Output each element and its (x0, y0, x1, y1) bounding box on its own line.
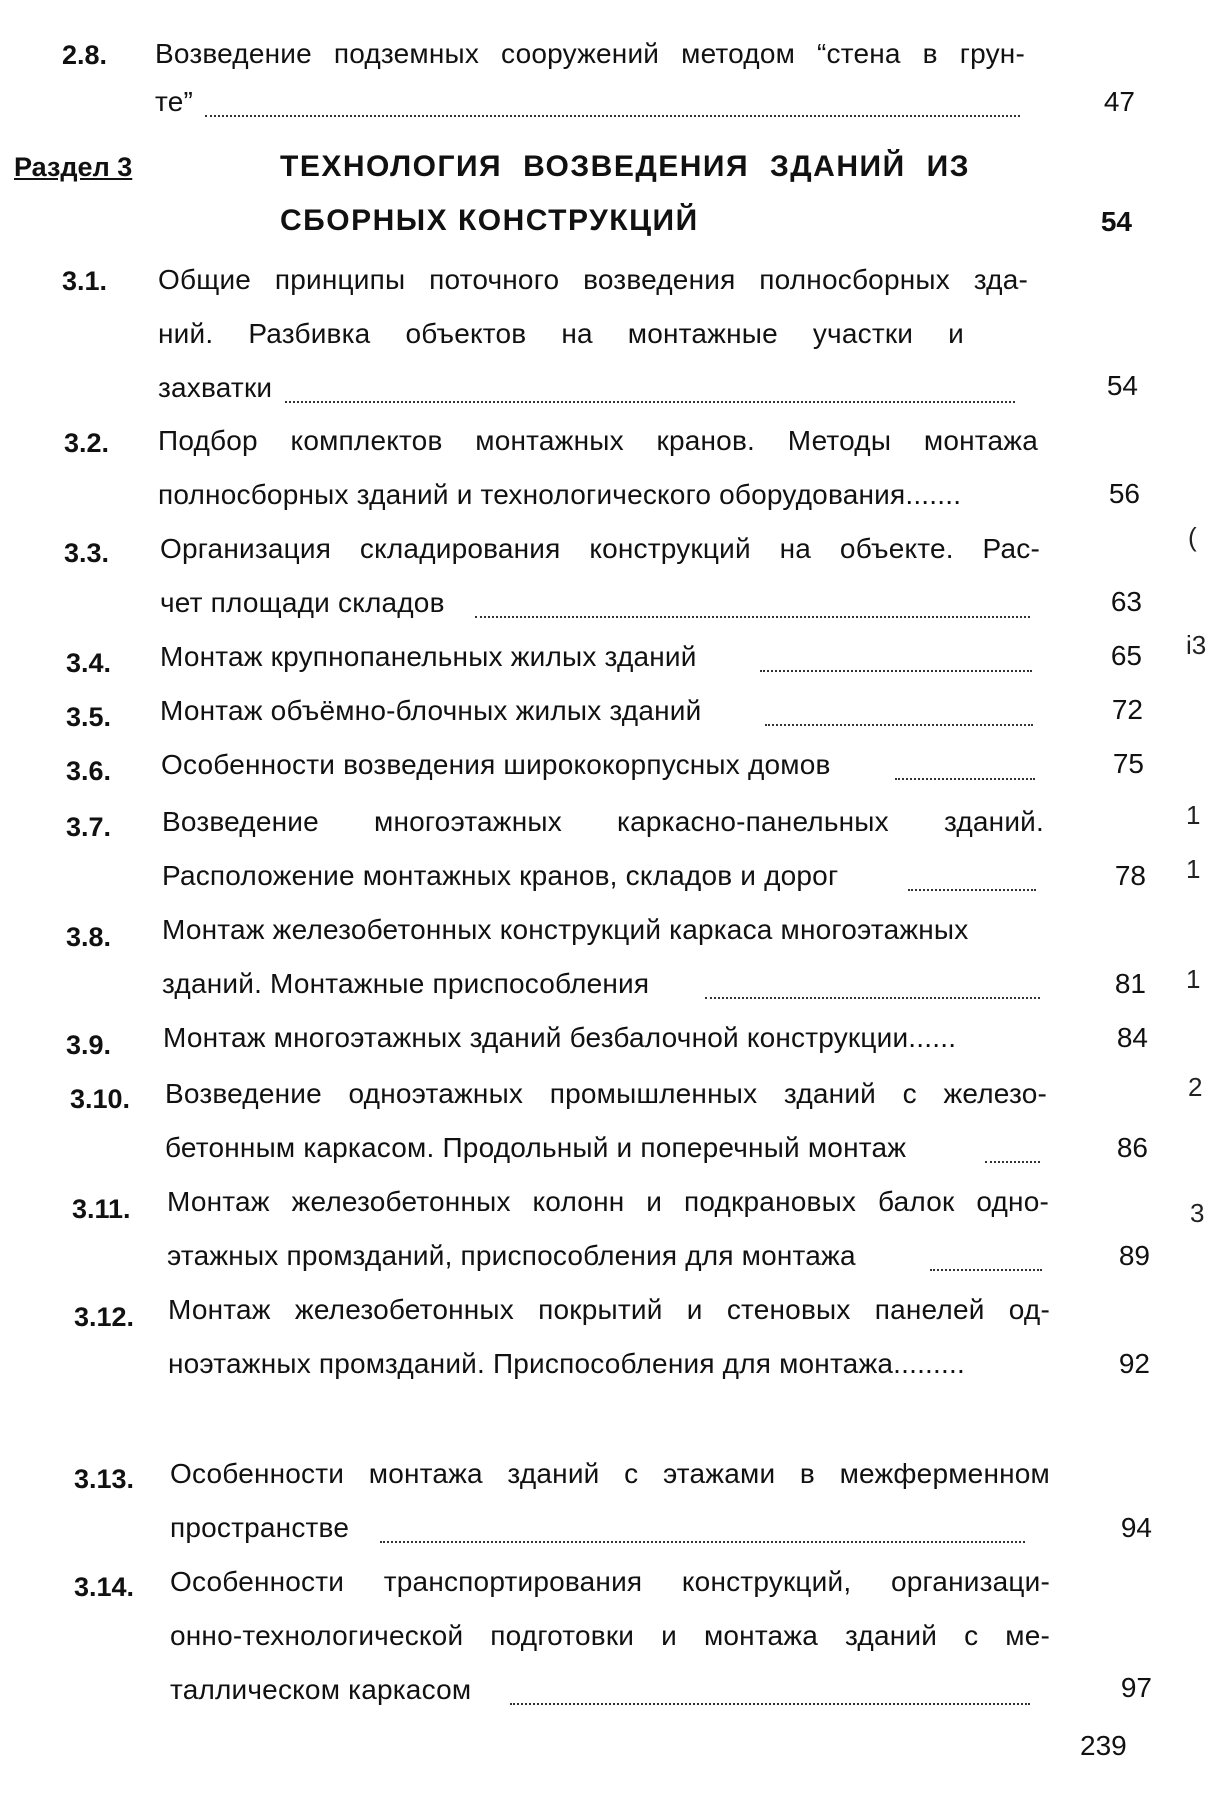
entry-number: 3.5. (66, 702, 112, 732)
entry-title-line: полносборных зданий и технологического оборудования....... (158, 479, 962, 510)
entry-title-line: Общие принципы поточного возведения полносборных зда- (158, 264, 1028, 295)
entry-number: 3.11. (72, 1194, 131, 1224)
page-number: 86 (1116, 1132, 1148, 1163)
entry-title-line: чет площади складов (160, 587, 445, 618)
dot-leader (908, 889, 1036, 891)
entry-number: 3.9. (66, 1030, 112, 1060)
edge-fragment: i3 (1186, 630, 1206, 660)
page-number: 72 (1111, 694, 1143, 725)
entry-number: 3.6. (66, 756, 112, 786)
entry-title-line: Монтаж железобетонных конструкций каркаса многоэтажных (162, 914, 969, 945)
dot-leader (285, 401, 1015, 403)
entry-number: 3.7. (66, 812, 112, 842)
entry-title-line: Особенности возведения ширококорпусных домов (161, 749, 831, 780)
dot-leader (705, 997, 1040, 999)
entry-number: 3.10. (70, 1084, 131, 1114)
dot-leader (760, 670, 1032, 672)
entry-title-line: Подбор комплектов монтажных кранов. Методы монтажа (158, 425, 1038, 456)
entry-title-line: зданий. Монтажные приспособления (162, 968, 650, 999)
page-folio-number: 239 (1080, 1730, 1127, 1761)
dot-leader (930, 1269, 1042, 1271)
entry-number: 3.13. (74, 1464, 135, 1494)
page-number: 92 (1118, 1348, 1150, 1379)
entry-title-line: Особенности транспортирования конструкций, организаци- (170, 1566, 1050, 1597)
entry-title-line: онно-технологической подготовки и монтажа зданий с ме- (170, 1620, 1050, 1651)
entry-number: 3.14. (74, 1572, 135, 1602)
entry-title-line: Возведение подземных сооружений методом “стена в грун- (155, 38, 1025, 69)
entry-number: 2.8. (62, 40, 108, 70)
entry-title-line: Монтаж железобетонных колонн и подкрановых балок одно- (167, 1186, 1049, 1217)
edge-fragment: 1 (1186, 800, 1201, 830)
edge-fragment: ( (1188, 522, 1197, 552)
entry-number: 3.12. (74, 1302, 135, 1332)
entry-title-line: Организация складирования конструкций на объекте. Рас- (160, 533, 1040, 564)
entry-title-line: Расположение монтажных кранов, складов и дорог (162, 860, 839, 891)
page-number: 56 (1108, 478, 1140, 509)
entry-title-line: ноэтажных промзданий. Приспособления для монтажа......... (168, 1348, 965, 1379)
page-number: 84 (1116, 1022, 1148, 1053)
edge-fragment: 1 (1186, 854, 1201, 884)
entry-number: 3.1. (62, 266, 108, 296)
page-number: 47 (1103, 86, 1135, 117)
entry-title-line: бетонным каркасом. Продольный и поперечный монтаж (165, 1132, 907, 1163)
edge-fragment: 2 (1188, 1072, 1203, 1102)
entry-title-line: Особенности монтажа зданий с этажами в межферменном (170, 1458, 1050, 1489)
dot-leader (510, 1703, 1030, 1705)
page-number: 78 (1114, 860, 1146, 891)
entry-number: 3.4. (66, 648, 112, 678)
page-number: 81 (1114, 968, 1146, 999)
edge-fragment: 1 (1186, 964, 1201, 994)
entry-number: 3.2. (64, 428, 110, 458)
edge-fragment: 3 (1190, 1198, 1205, 1228)
dot-leader (765, 724, 1033, 726)
dot-leader (380, 1541, 1025, 1543)
section-title-line: ТЕХНОЛОГИЯ ВОЗВЕДЕНИЯ ЗДАНИЙ ИЗ (280, 150, 970, 183)
section-title-line: СБОРНЫХ КОНСТРУКЦИЙ (280, 204, 699, 237)
page-number: 54 (1100, 206, 1132, 237)
page-number: 75 (1112, 748, 1144, 779)
dot-leader (895, 778, 1035, 780)
dot-leader (475, 616, 1030, 618)
page-number: 54 (1106, 370, 1138, 401)
page-number: 94 (1120, 1512, 1152, 1543)
entry-title-line: Возведение многоэтажных каркасно-панельных зданий. (162, 806, 1044, 837)
page-number: 65 (1110, 640, 1142, 671)
entry-number: 3.3. (64, 538, 110, 568)
page-number: 63 (1110, 586, 1142, 617)
entry-title-line: Возведение одноэтажных промышленных зданий с железо- (165, 1078, 1047, 1109)
page-number: 89 (1118, 1240, 1150, 1271)
page-number: 97 (1120, 1672, 1152, 1703)
section-label: Раздел 3 (14, 152, 133, 182)
entry-title-line: пространстве (170, 1512, 350, 1543)
entry-title-line: ний. Разбивка объектов на монтажные участки и (158, 318, 964, 349)
entry-number: 3.8. (66, 922, 112, 952)
entry-title-line: этажных промзданий, приспособления для монтажа (167, 1240, 856, 1271)
entry-title-line: таллическом каркасом (170, 1674, 472, 1705)
entry-title-line: захватки (158, 372, 273, 403)
entry-title-line: Монтаж крупнопанельных жилых зданий (160, 641, 697, 672)
entry-title-line: Монтаж многоэтажных зданий безбалочной конструкции...... (163, 1022, 957, 1053)
entry-title-line: Монтаж железобетонных покрытий и стеновых панелей од- (168, 1294, 1050, 1325)
dot-leader (205, 115, 1020, 117)
dot-leader (985, 1161, 1040, 1163)
entry-title-line: Монтаж объёмно-блочных жилых зданий (160, 695, 702, 726)
entry-title-line: те” (155, 86, 194, 117)
